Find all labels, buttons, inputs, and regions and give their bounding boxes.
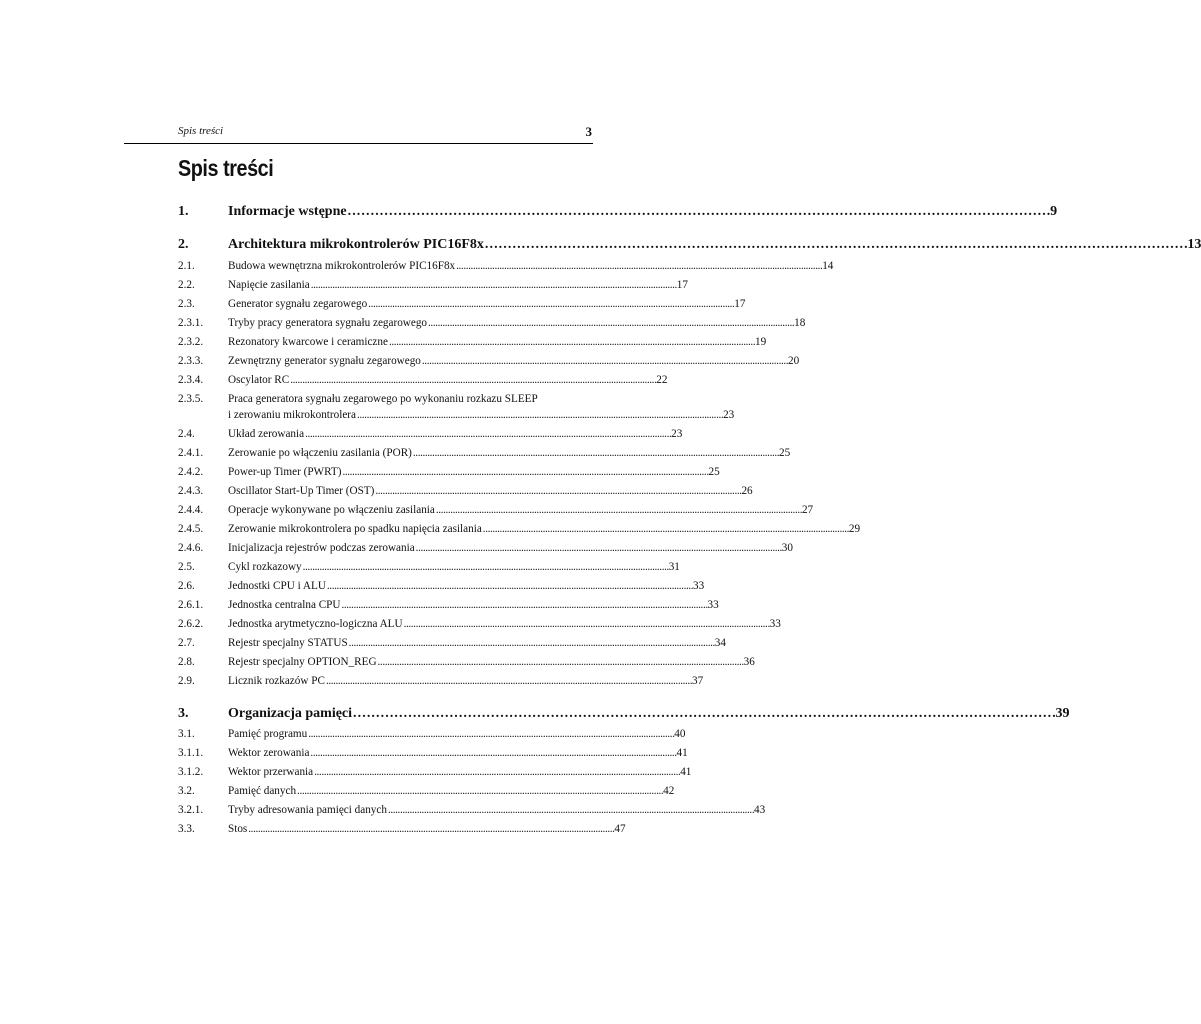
entry-page: 36 [743,656,755,668]
toc-chapter[interactable] [178,236,1201,254]
toc-entry[interactable] [178,521,861,537]
toc-entry[interactable] [178,783,675,799]
toc-entry[interactable] [178,802,766,818]
toc-entry[interactable] [178,353,800,369]
leader-dots [326,673,691,689]
toc-entry[interactable] [178,277,688,293]
entry-title: Budowa wewnętrzna mikrokontrolerów PIC16F8x [228,260,456,272]
entry-number: 3.1. [178,728,195,740]
entry-page: 25 [708,466,720,478]
leader-dots [388,802,753,818]
entry-title: Informacje wstępne [228,204,347,219]
entry-page: 25 [778,447,791,459]
toc-chapter[interactable] [178,203,1058,221]
entry-title: Wektor przerwania [228,766,314,778]
leader-dots [349,635,714,651]
entry-page: 31 [668,561,680,573]
entry-page: 22 [656,374,668,386]
entry-title: Rejestr specjalny STATUS [228,637,348,649]
entry-page: 39 [1055,706,1070,721]
entry-page: 29 [848,523,861,535]
entry-title: Rezonatory kwarcowe i ceramiczne [228,336,388,348]
entry-page: 33 [692,580,705,592]
entry-title: Pamięć danych [228,785,297,797]
leader-dots [389,334,754,350]
entry-page: 20 [787,355,800,367]
entry-page: 33 [707,599,719,611]
entry-number: 2.4.1. [178,447,204,459]
toc-entry[interactable] [178,616,781,632]
entry-number: 2.6.2. [178,618,204,630]
entry-number: 2.3.4. [178,374,204,386]
entry-page: 41 [676,747,688,759]
toc-entry[interactable] [178,597,719,613]
leader-dots [248,821,613,837]
entry-number: 2. [178,237,189,252]
entry-number: 2.6.1. [178,599,204,611]
entry-number: 2.3.3. [178,355,204,367]
entry-number: 2.3.2. [178,336,204,348]
toc-entry[interactable] [178,559,680,575]
toc-entry[interactable] [178,315,806,331]
entry-page: 40 [674,728,686,740]
entry-title: Power-up Timer (PWRT) [228,466,342,478]
entry-body [228,391,734,423]
entry-number: 2.4.3. [178,485,204,497]
leader-dots [416,540,781,556]
entry-title: Wektor zerowania [228,747,310,759]
leader-dots [436,502,801,518]
entry-number: 2.7. [178,637,195,649]
toc-entry[interactable] [178,334,767,350]
entry-title-continuation [228,407,734,423]
leader-dots [353,705,1055,723]
entry-page: 19 [755,336,767,348]
entry-title: Rejestr specjalny OPTION_REG [228,656,377,668]
leader-dots [305,426,670,442]
entry-number: 3.3. [178,823,195,835]
entry-title: Napięcie zasilania [228,279,310,291]
entry-page: 41 [680,766,692,778]
toc-entry[interactable] [178,745,688,761]
running-header-title: Spis treści [178,125,224,137]
toc-entry[interactable] [178,764,692,780]
leader-dots [290,372,655,388]
entry-title: Tryby adresowania pamięci danych [228,804,387,816]
leader-dots [413,445,778,461]
entry-title: Pamięć programu [228,728,308,740]
entry-page: 42 [663,785,675,797]
entry-number: 2.4.5. [178,523,204,535]
entry-page: 18 [794,317,806,329]
entry-number: 2.4.2. [178,466,204,478]
entry-title: Organizacja pamięci [228,706,353,721]
toc-chapter[interactable] [178,705,1070,723]
entry-title: Cykl rozkazowy [228,561,302,573]
leader-dots [357,407,722,423]
entry-title: Oscillator Start-Up Timer (OST) [228,485,375,497]
leader-dots [483,521,848,537]
leader-dots [485,236,1187,254]
entry-page: 27 [801,504,814,516]
entry-page: 23 [723,409,735,421]
entry-number: 2.3.1. [178,317,204,329]
toc-entry[interactable] [178,540,793,556]
entry-title: Układ zerowania [228,428,305,440]
leader-dots [303,559,668,575]
leader-dots [341,597,706,613]
entry-number: 3. [178,706,189,721]
toc-entry[interactable] [178,726,686,742]
entry-title: Inicjalizacja rejestrów podczas zerowania [228,542,415,554]
leader-dots [428,315,793,331]
toc-entry[interactable] [178,483,753,499]
entry-page: 43 [754,804,766,816]
entry-title-line-2: i zerowaniu mikrokontrolera [228,409,356,421]
entry-page: 17 [676,279,688,291]
toc-entry[interactable] [178,445,791,461]
entry-number: 2.3.5. [178,393,204,405]
toc-entry[interactable] [178,464,720,480]
entry-title: Zerowanie po włączeniu zasilania (POR) [228,447,412,459]
entry-page: 34 [714,637,726,649]
entry-page: 13 [1187,237,1201,252]
leader-dots [378,654,743,670]
toc-entry[interactable] [178,258,834,274]
entry-title: Jednostki CPU i ALU [228,580,326,592]
entry-number: 2.2. [178,279,195,291]
toc-entry[interactable] [178,502,814,518]
entry-page: 14 [822,260,834,272]
entry-page: 47 [614,823,626,835]
entry-number: 2.8. [178,656,195,668]
leader-dots [310,745,675,761]
toc-entry[interactable] [178,578,705,594]
entry-number: 2.4.6. [178,542,204,554]
entry-page: 9 [1050,204,1058,219]
leader-dots [456,258,821,274]
entry-number: 3.1.2. [178,766,204,778]
entry-number: 2.1. [178,260,195,272]
leader-dots [308,726,673,742]
entry-number: 3.2.1. [178,804,204,816]
entry-number: 1. [178,204,189,219]
leader-dots [368,296,733,312]
entry-number: 2.3. [178,298,195,310]
toc-entry[interactable] [178,372,668,388]
page-number: 3 [585,124,592,139]
entry-title: Stos [228,823,248,835]
toc-entry[interactable] [178,654,755,670]
leader-dots [311,277,676,293]
entry-number: 2.4. [178,428,195,440]
toc-entry[interactable] [178,426,683,442]
entry-page: 30 [781,542,793,554]
leader-dots [422,353,787,369]
toc-entry[interactable] [178,296,746,312]
toc-entry[interactable] [178,673,704,689]
entry-title: Tryby pracy generatora sygnału zegarowego [228,317,428,329]
entry-number: 2.9. [178,675,195,687]
entry-title: Jednostka arytmetyczno-logiczna ALU [228,618,403,630]
leader-dots [342,464,707,480]
leader-dots [314,764,679,780]
page-title: Spis treści [178,155,274,181]
entry-title: Oscylator RC [228,374,290,386]
entry-title: Generator sygnału zegarowego [228,298,368,310]
entry-number: 2.6. [178,580,195,592]
entry-page: 33 [769,618,781,630]
toc-entry[interactable] [178,391,735,423]
entry-title: Licznik rozkazów PC [228,675,325,687]
entry-title: Architektura mikrokontrolerów PIC16F8x [228,237,484,252]
leader-dots [404,616,769,632]
leader-dots [297,783,662,799]
entry-title: Operacje wykonywane po włączeniu zasilania [228,504,435,516]
leader-dots [348,203,1050,221]
entry-page: 17 [734,298,746,310]
entry-number: 2.4.4. [178,504,204,516]
entry-page: 26 [741,485,753,497]
toc-entry[interactable] [178,635,726,651]
header-rule [124,143,593,144]
entry-page: 37 [692,675,704,687]
entry-number: 3.1.1. [178,747,204,759]
entry-title: Praca generatora sygnału zegarowego po wykonaniu rozkazu SLEEP [228,393,538,405]
entry-title: Zerowanie mikrokontrolera po spadku napięcia zasilania [228,523,482,535]
entry-number: 2.5. [178,561,195,573]
entry-title: Zewnętrzny generator sygnału zegarowego [228,355,421,367]
leader-dots [375,483,740,499]
entry-number: 3.2. [178,785,195,797]
leader-dots [327,578,692,594]
entry-page: 23 [671,428,683,440]
toc-entry[interactable] [178,821,626,837]
entry-title: Jednostka centralna CPU [228,599,341,611]
